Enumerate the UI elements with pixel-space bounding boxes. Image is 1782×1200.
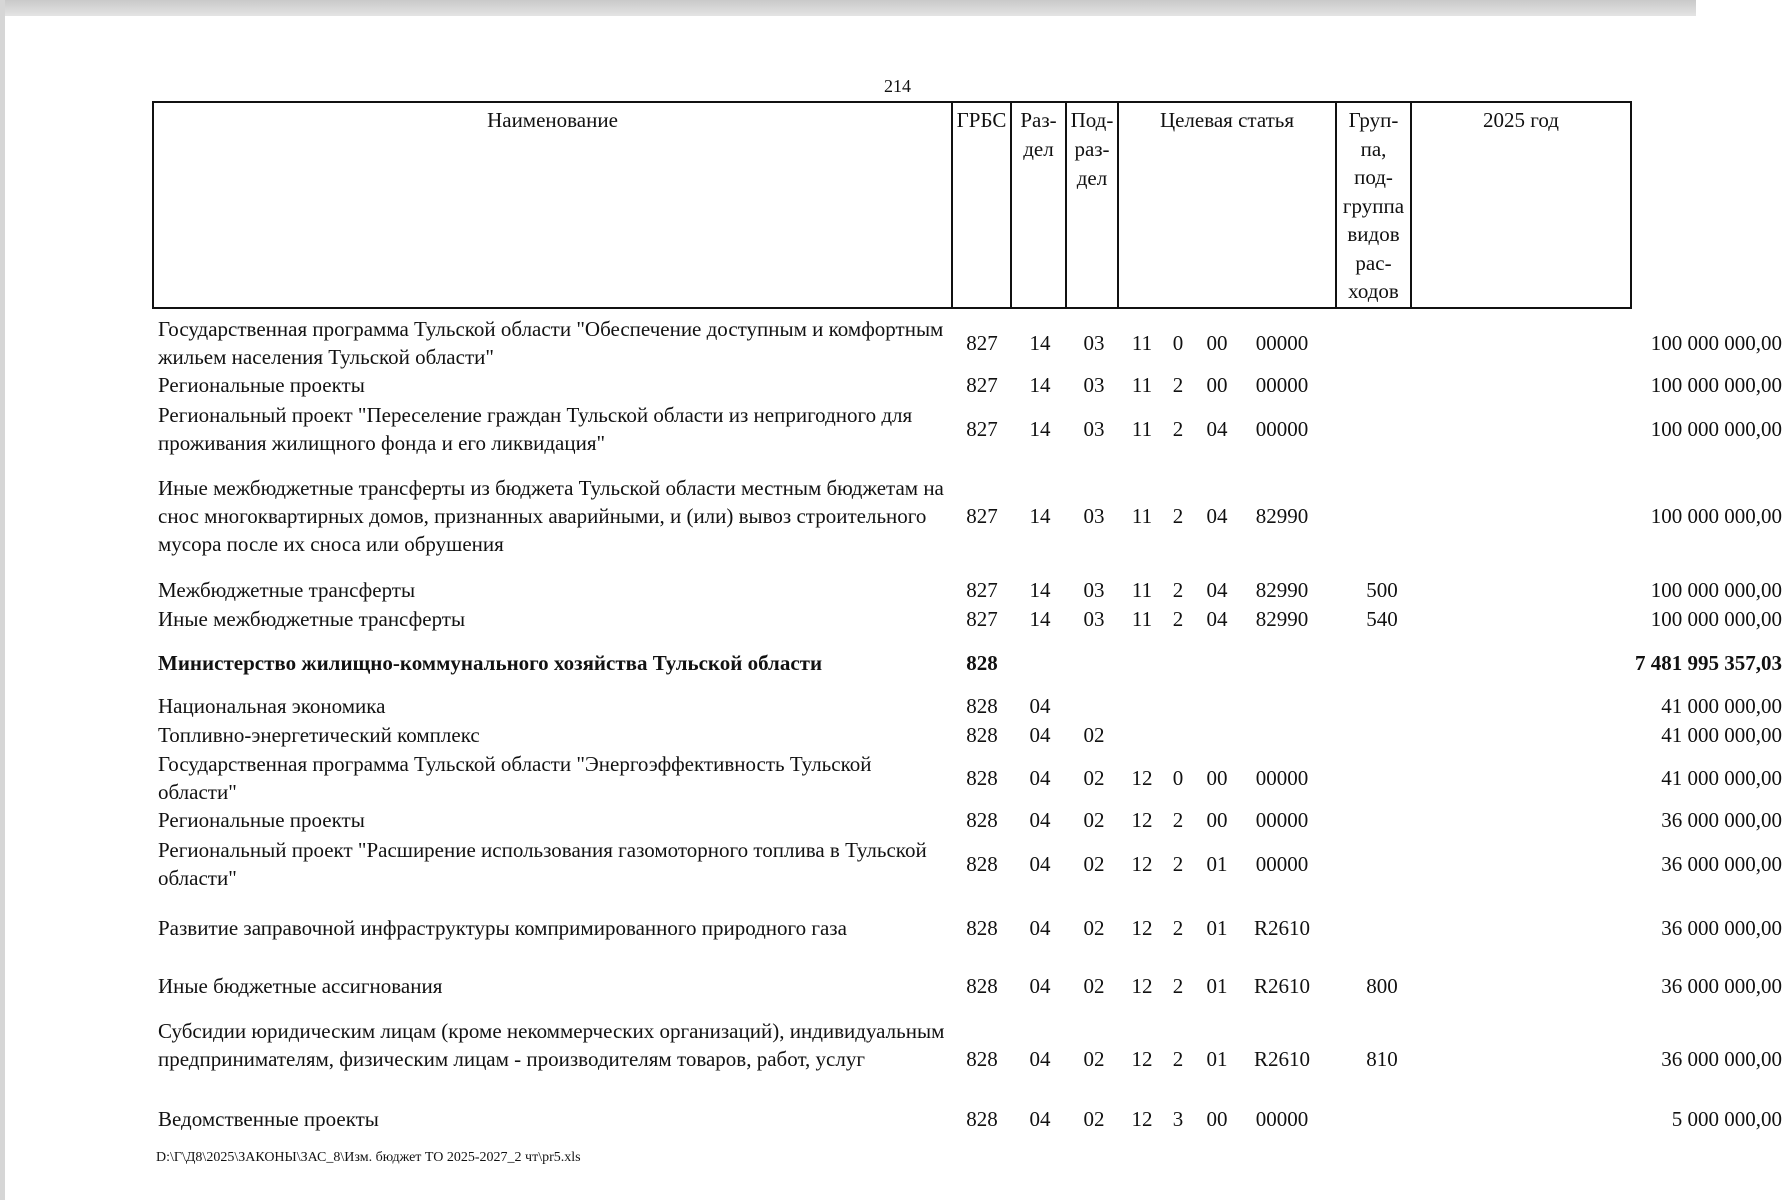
cell-amount-2025: 41 000 000,00 bbox=[1661, 694, 1782, 718]
cell-target-direction: 00000 bbox=[1255, 331, 1309, 355]
cell-target-program: 12 bbox=[1131, 1107, 1153, 1131]
cell-grbs: 827 bbox=[966, 607, 998, 631]
cell-grbs: 828 bbox=[966, 916, 998, 940]
cell-razdel: 14 bbox=[1029, 607, 1051, 631]
cell-name: Национальная экономика bbox=[158, 694, 386, 718]
cell-razdel: 04 bbox=[1029, 974, 1051, 998]
cell-target-subprogram: 04 bbox=[1206, 607, 1228, 631]
cell-grbs: 827 bbox=[966, 373, 998, 397]
cell-target-type: 2 bbox=[1172, 504, 1184, 528]
cell-name: Государственная программа Тульской области "Энергоэффективность Тульской области" bbox=[158, 752, 872, 804]
cell-target-program: 12 bbox=[1131, 916, 1153, 940]
cell-target-program: 12 bbox=[1131, 808, 1153, 832]
cell-razdel: 04 bbox=[1029, 852, 1051, 876]
cell-grbs: 827 bbox=[966, 504, 998, 528]
cell-target-subprogram: 01 bbox=[1206, 1047, 1228, 1071]
cell-podrazdel: 03 bbox=[1083, 504, 1105, 528]
cell-target-type: 2 bbox=[1172, 852, 1184, 876]
cell-razdel: 04 bbox=[1029, 916, 1051, 940]
footer-file-path: D:\Г\Д8\2025\ЗАКОНЫ\ЗАС_8\Изм. бюджет ТО 2025-2027_2 чт\pr5.xls bbox=[156, 1150, 581, 1165]
cell-grbs: 828 bbox=[966, 694, 998, 718]
cell-target-type: 2 bbox=[1172, 607, 1184, 631]
cell-podrazdel: 02 bbox=[1083, 974, 1105, 998]
scan-edge-top bbox=[0, 0, 1696, 16]
cell-target-direction: 82990 bbox=[1255, 607, 1309, 631]
cell-podrazdel: 03 bbox=[1083, 373, 1105, 397]
cell-podrazdel: 03 bbox=[1083, 417, 1105, 441]
header-expense-group: Груп- па, под- группа видов рас- ходов bbox=[1337, 103, 1412, 307]
cell-podrazdel: 02 bbox=[1083, 1047, 1105, 1071]
cell-target-direction: 00000 bbox=[1255, 852, 1309, 876]
cell-target-subprogram: 04 bbox=[1206, 578, 1228, 602]
cell-target-type: 0 bbox=[1172, 331, 1184, 355]
cell-name: Государственная программа Тульской области "Обеспечение доступным и комфортным жильем населения Тульской области" bbox=[158, 317, 944, 369]
cell-razdel: 04 bbox=[1029, 766, 1051, 790]
header-razdel: Раз- дел bbox=[1012, 103, 1067, 307]
cell-name: Топливно-энергетический комплекс bbox=[158, 723, 480, 747]
table-header bbox=[152, 101, 1632, 309]
cell-target-direction: R2610 bbox=[1253, 916, 1310, 940]
page-number: 214 bbox=[884, 76, 911, 96]
cell-target-type: 2 bbox=[1172, 417, 1184, 441]
cell-target-direction: 00000 bbox=[1255, 373, 1309, 397]
cell-target-program: 11 bbox=[1131, 373, 1153, 397]
cell-razdel: 04 bbox=[1029, 808, 1051, 832]
cell-target-direction: 00000 bbox=[1255, 417, 1309, 441]
cell-razdel: 04 bbox=[1029, 1047, 1051, 1071]
cell-target-direction: 00000 bbox=[1255, 766, 1309, 790]
cell-podrazdel: 02 bbox=[1083, 723, 1105, 747]
cell-target-type: 0 bbox=[1172, 766, 1184, 790]
cell-grbs: 828 bbox=[966, 723, 998, 747]
cell-podrazdel: 02 bbox=[1083, 1107, 1105, 1131]
cell-name: Ведомственные проекты bbox=[158, 1107, 379, 1131]
cell-target-direction: R2610 bbox=[1253, 1047, 1310, 1071]
cell-target-program: 11 bbox=[1131, 331, 1153, 355]
cell-amount-2025: 5 000 000,00 bbox=[1671, 1107, 1782, 1131]
cell-grbs: 828 bbox=[966, 1107, 998, 1131]
cell-name: Региональный проект "Переселение граждан Тульской области из непригодного для проживания жилищного фонда и его ликвидация" bbox=[158, 403, 913, 455]
cell-target-subprogram: 04 bbox=[1206, 417, 1228, 441]
cell-amount-2025: 7 481 995 357,03 bbox=[1635, 651, 1782, 675]
cell-amount-2025: 41 000 000,00 bbox=[1661, 766, 1782, 790]
cell-target-subprogram: 00 bbox=[1206, 373, 1228, 397]
cell-amount-2025: 100 000 000,00 bbox=[1650, 373, 1782, 397]
cell-name: Межбюджетные трансферты bbox=[158, 578, 416, 602]
cell-grbs: 828 bbox=[966, 1047, 998, 1071]
cell-podrazdel: 02 bbox=[1083, 916, 1105, 940]
cell-amount-2025: 41 000 000,00 bbox=[1661, 723, 1782, 747]
cell-target-direction: 00000 bbox=[1255, 808, 1309, 832]
cell-target-subprogram: 04 bbox=[1206, 504, 1228, 528]
cell-razdel: 14 bbox=[1029, 504, 1051, 528]
cell-razdel: 14 bbox=[1029, 331, 1051, 355]
cell-razdel: 14 bbox=[1029, 578, 1051, 602]
cell-target-type: 2 bbox=[1172, 974, 1184, 998]
cell-grbs: 828 bbox=[966, 852, 998, 876]
cell-amount-2025: 100 000 000,00 bbox=[1650, 607, 1782, 631]
header-name: Наименование bbox=[154, 103, 953, 307]
cell-target-type: 2 bbox=[1172, 808, 1184, 832]
cell-target-program: 11 bbox=[1131, 578, 1153, 602]
cell-target-subprogram: 00 bbox=[1206, 331, 1228, 355]
cell-target-type: 3 bbox=[1172, 1107, 1184, 1131]
cell-name: Иные межбюджетные трансферты bbox=[158, 607, 466, 631]
cell-target-subprogram: 01 bbox=[1206, 974, 1228, 998]
header-grbs: ГРБС bbox=[953, 103, 1012, 307]
header-year-2025: 2025 год bbox=[1483, 108, 1559, 132]
cell-grbs: 828 bbox=[966, 974, 998, 998]
cell-amount-2025: 100 000 000,00 bbox=[1650, 331, 1782, 355]
cell-target-subprogram: 00 bbox=[1206, 1107, 1228, 1131]
cell-target-direction: 00000 bbox=[1255, 1107, 1309, 1131]
cell-razdel: 04 bbox=[1029, 694, 1051, 718]
cell-target-type: 2 bbox=[1172, 373, 1184, 397]
cell-name: Иные бюджетные ассигнования bbox=[158, 974, 443, 998]
cell-target-subprogram: 01 bbox=[1206, 852, 1228, 876]
cell-podrazdel: 02 bbox=[1083, 808, 1105, 832]
cell-expense-group: 540 bbox=[1366, 607, 1398, 631]
cell-podrazdel: 02 bbox=[1083, 766, 1105, 790]
scan-edge-left bbox=[0, 0, 5, 1200]
cell-expense-group: 500 bbox=[1366, 578, 1398, 602]
cell-target-program: 12 bbox=[1131, 766, 1153, 790]
cell-razdel: 14 bbox=[1029, 417, 1051, 441]
cell-podrazdel: 03 bbox=[1083, 578, 1105, 602]
cell-name: Иные межбюджетные трансферты из бюджета Тульской области местным бюджетам на снос многоквартирных домов, признанных аварийными, и (или) вывоз строительного мусора после их сноса или обрушения bbox=[158, 476, 944, 556]
cell-target-subprogram: 00 bbox=[1206, 766, 1228, 790]
cell-name: Субсидии юридическим лицам (кроме некоммерческих организаций), индивидуальным предпринимателям, физическим лицам - производителям товаров, работ, услуг bbox=[158, 1019, 945, 1071]
cell-target-program: 12 bbox=[1131, 1047, 1153, 1071]
cell-razdel: 04 bbox=[1029, 1107, 1051, 1131]
cell-name: Развитие заправочной инфраструктуры компримированного природного газа bbox=[158, 916, 847, 940]
cell-name: Региональные проекты bbox=[158, 373, 365, 397]
cell-target-type: 2 bbox=[1172, 916, 1184, 940]
cell-target-program: 11 bbox=[1131, 607, 1153, 631]
cell-amount-2025: 36 000 000,00 bbox=[1661, 916, 1782, 940]
cell-grbs: 827 bbox=[966, 417, 998, 441]
cell-amount-2025: 100 000 000,00 bbox=[1650, 504, 1782, 528]
cell-target-subprogram: 00 bbox=[1206, 808, 1228, 832]
cell-podrazdel: 03 bbox=[1083, 607, 1105, 631]
cell-target-program: 12 bbox=[1131, 974, 1153, 998]
cell-target-program: 11 bbox=[1131, 417, 1153, 441]
cell-target-type: 2 bbox=[1172, 1047, 1184, 1071]
cell-target-subprogram: 01 bbox=[1206, 916, 1228, 940]
cell-grbs: 828 bbox=[966, 766, 998, 790]
cell-amount-2025: 36 000 000,00 bbox=[1661, 852, 1782, 876]
cell-target-type: 2 bbox=[1172, 578, 1184, 602]
cell-podrazdel: 03 bbox=[1083, 331, 1105, 355]
cell-amount-2025: 100 000 000,00 bbox=[1650, 578, 1782, 602]
cell-expense-group: 800 bbox=[1366, 974, 1398, 998]
cell-target-direction: R2610 bbox=[1253, 974, 1310, 998]
cell-name: Региональный проект "Расширение использования газомоторного топлива в Тульской области" bbox=[158, 838, 927, 890]
cell-target-direction: 82990 bbox=[1255, 504, 1309, 528]
header-podrazdel: Под- раз- дел bbox=[1067, 103, 1119, 307]
cell-target-program: 12 bbox=[1131, 852, 1153, 876]
header-target-article: Целевая статья bbox=[1119, 103, 1337, 307]
cell-amount-2025: 36 000 000,00 bbox=[1661, 1047, 1782, 1071]
cell-razdel: 04 bbox=[1029, 723, 1051, 747]
cell-grbs: 828 bbox=[966, 651, 998, 675]
cell-expense-group: 810 bbox=[1366, 1047, 1398, 1071]
cell-target-direction: 82990 bbox=[1255, 578, 1309, 602]
cell-amount-2025: 36 000 000,00 bbox=[1661, 808, 1782, 832]
cell-grbs: 827 bbox=[966, 578, 998, 602]
cell-razdel: 14 bbox=[1029, 373, 1051, 397]
cell-amount-2025: 100 000 000,00 bbox=[1650, 417, 1782, 441]
cell-podrazdel: 02 bbox=[1083, 852, 1105, 876]
cell-target-program: 11 bbox=[1131, 504, 1153, 528]
cell-name: Региональные проекты bbox=[158, 808, 365, 832]
cell-name: Министерство жилищно-коммунального хозяйства Тульской области bbox=[158, 651, 823, 675]
cell-grbs: 828 bbox=[966, 808, 998, 832]
cell-amount-2025: 36 000 000,00 bbox=[1661, 974, 1782, 998]
cell-grbs: 827 bbox=[966, 331, 998, 355]
